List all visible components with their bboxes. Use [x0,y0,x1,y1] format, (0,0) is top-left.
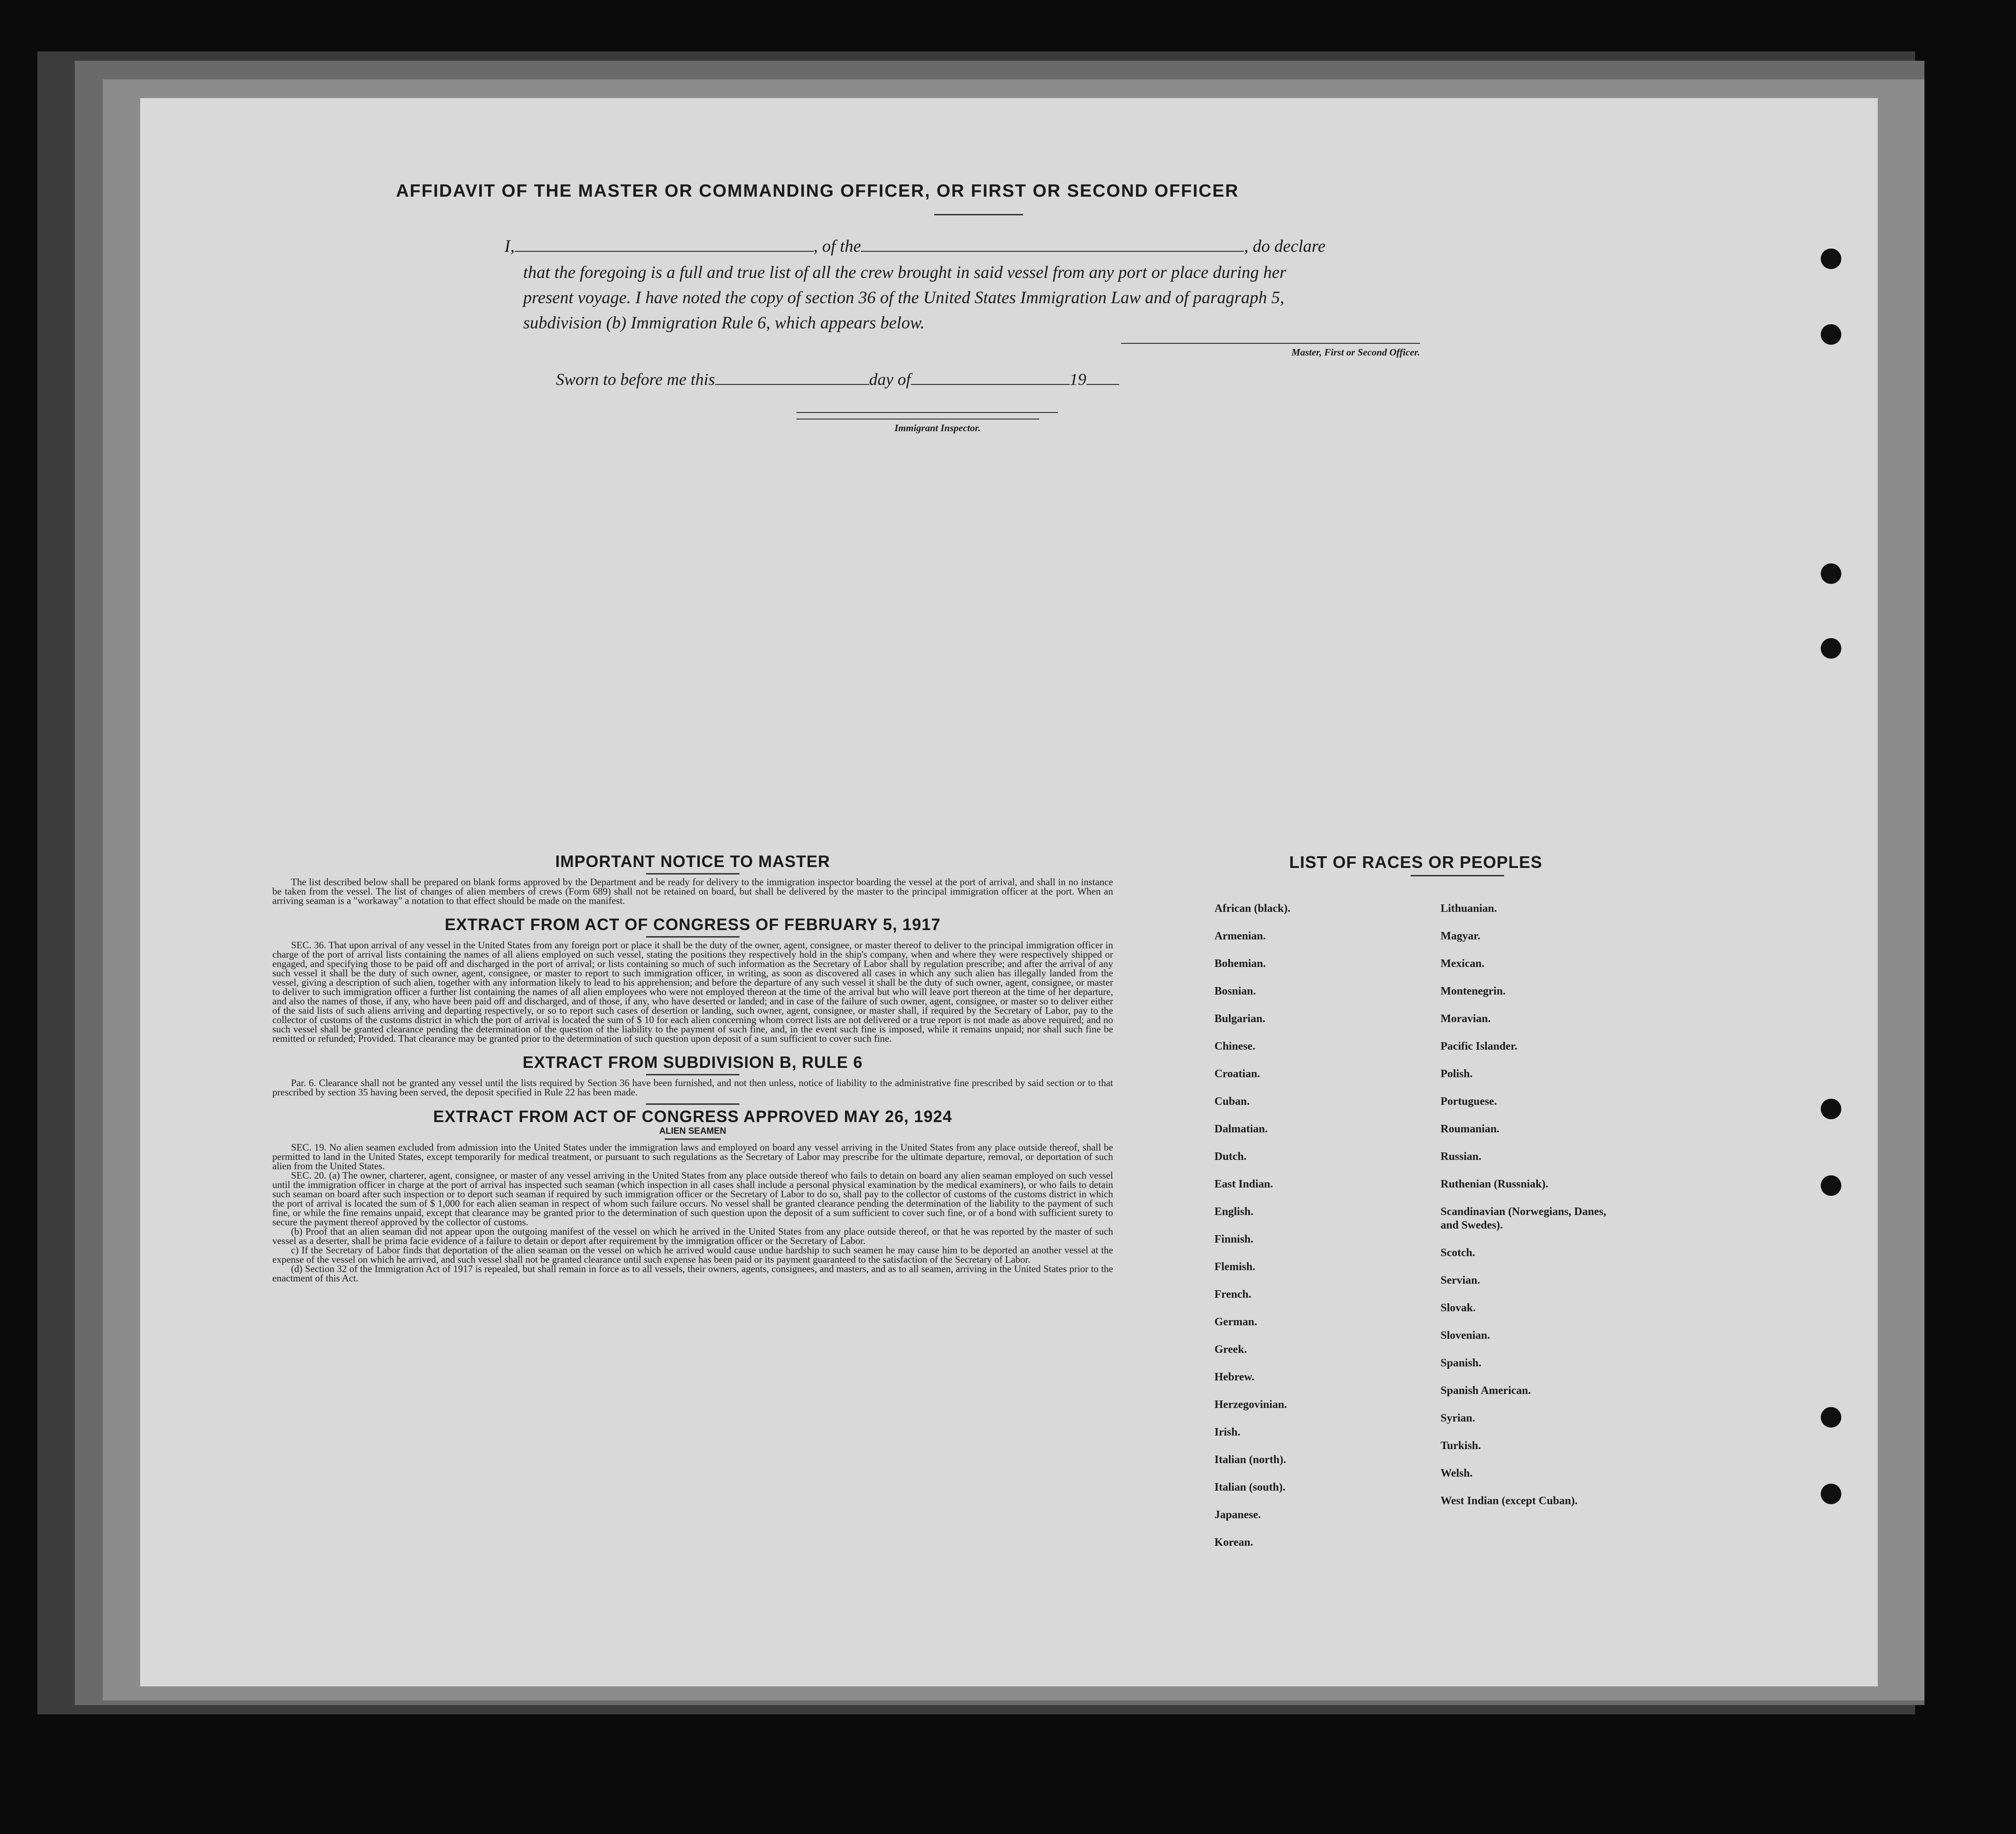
section-rule [665,1138,721,1140]
race-item: Lithuanian. [1441,903,1497,915]
race-item: Slovenian. [1441,1329,1491,1342]
race-item: Croatian. [1214,1068,1260,1080]
race-item: Armenian. [1214,930,1266,942]
extract-rule6-title: EXTRACT FROM SUBDIVISION B, RULE 6 [522,1053,863,1072]
race-item: Montenegrin. [1441,985,1506,997]
race-item: Chinese. [1214,1040,1256,1052]
section-rule [646,873,739,874]
inspector-label: Immigrant Inspector. [894,422,981,434]
race-item: Portuguese. [1441,1095,1497,1108]
sworn-day-of: day of [869,370,911,389]
notice-body: The list described below shall be prepared on blank forms approved by the Department and be ready for delivery to the immigration inspector boarding the vessel at the port of arrival, and shall in no instance be taken from the vessel. The list of changes of alien members of crews (Form 689) shall not be retained on board, but shall be delivered by the master to the principal immigration officer at the port. When an arriving seaman is a "workaway" a notation to that effect should be made on the manifest. [272,876,1113,906]
race-item: Pacific Islander. [1441,1040,1518,1052]
section-rule [646,936,739,938]
race-item: Welsh. [1441,1467,1473,1479]
race-item: African (black). [1214,903,1291,915]
race-item: Spanish American. [1441,1385,1531,1397]
race-item: Dalmatian. [1214,1123,1268,1135]
extract-1924-title: EXTRACT FROM ACT OF CONGRESS APPROVED MAY 26, 1924 [433,1108,952,1126]
race-item: French. [1214,1288,1251,1301]
race-item: Bulgarian. [1214,1013,1265,1025]
race-item: Herzegovinian. [1214,1399,1287,1411]
year-blank [1086,369,1119,385]
affidavit-line-1 [504,234,1523,260]
vessel-blank [861,235,1244,252]
race-item: Italian (north). [1214,1454,1286,1466]
race-item: Roumanian. [1441,1123,1500,1135]
race-item: Flemish. [1214,1261,1256,1273]
race-item: Japanese. [1214,1509,1261,1521]
punch-hole [1821,1407,1841,1428]
punch-hole [1821,563,1841,584]
punch-hole [1821,249,1841,269]
race-item: Russian. [1441,1151,1482,1163]
signature-label: Master, First or Second Officer. [1292,347,1420,358]
affidavit-declare: , do declare [1244,237,1326,256]
sec20c-body: c) If the Secretary of Labor finds that deportation of the alien seaman on the vessel on which he arrived would cause undue hardship to such seamen he may cause him to be deported an another vessel at the expense of the vessel on which he arrived, and such vessel shall not be granted clearance until such expense has been paid or its payment guaranteed to the satisfaction of the Secretary of Labor. [272,1244,1113,1265]
race-item: Finnish. [1214,1233,1254,1245]
inspector-label-block [796,419,1039,434]
punch-hole [1821,638,1841,659]
extract-1917-title: EXTRACT FROM ACT OF CONGRESS OF FEBRUARY 5, 1917 [445,916,941,934]
race-item: Polish. [1441,1068,1473,1080]
punch-hole [1821,324,1841,345]
sworn-year: 19 [1069,370,1086,389]
race-item: Syrian. [1441,1412,1476,1424]
punch-hole [1821,1175,1841,1196]
race-item: Italian (south). [1214,1481,1286,1493]
affidavit-line-3: present voyage. I have noted the copy of section 36 of the United States Immigration Law and of paragraph 5, [523,288,1285,307]
race-item: Greek. [1214,1344,1247,1356]
sec20a-body: SEC. 20. (a) The owner, charterer, agent, consignee, or master of any vessel arriving in the United States from any place outside thereof who fails to detain on board any alien seaman employed on such vessel until the immigration officer in charge at the port of arrival has inspected such seaman (which inspection in all cases shall include a personal physical examination by the medical examiners), or who fails to detain such seaman on board after such inspection or to deport such seaman if required by such immigration officer or the Secretary of Labor to do so, shall pay to the collector of customs of the customs district in which the port of arrival is located the sum of $ 1,000 for each alien seaman in respect of whom such failure occurs. No vessel shall be granted clearance pending the determination of the liability to the payment of such fine, or while the fine remains unpaid, except that clearance may be granted prior to the determination of such question upon the deposit of a sum sufficient to cover such fine, or of a bond with sufficient surety to secure the payment thereof approved by the collector of customs. [272,1170,1113,1228]
race-item: Korean. [1214,1536,1253,1549]
affidavit-title: AFFIDAVIT OF THE MASTER OR COMMANDING OFFICER, OR FIRST OR SECOND OFFICER [396,181,1239,201]
race-item: Cuban. [1214,1095,1250,1108]
sworn-before: Sworn to before me this [556,370,715,389]
title-rule [934,214,1023,215]
races-title-rule [1411,875,1504,876]
race-item: Bohemian. [1214,958,1266,970]
manifest-page [140,98,1878,1686]
signature-line [1121,343,1420,344]
race-item: Turkish. [1441,1440,1481,1452]
race-item: Moravian. [1441,1013,1491,1025]
month-blank [911,369,1070,385]
sec20b-body: (b) Proof that an alien seaman did not appear upon the outgoing manifest of the vessel on which he arrived in the United States from any place outside thereof, or that he was reported by the master of such vessel as a deserter, shall be prima facie evidence of a failure to detain or deport after requirement by the immigration officer or the Secretary of Labor. [272,1226,1113,1246]
punch-hole [1821,1099,1841,1119]
race-item: Spanish. [1441,1357,1482,1369]
notice-title: IMPORTANT NOTICE TO MASTER [555,853,831,871]
race-item: Irish. [1214,1426,1241,1438]
affidavit-i: I, [504,237,515,256]
race-item: Servian. [1441,1274,1480,1287]
race-item: Ruthenian (Russniak). [1441,1178,1548,1190]
sec19-body: SEC. 19. No alien seamen excluded from admission into the United States under the immigration laws and employed on board any vessel arriving in the United States from any place outside thereof, shall be permitted to land in the United States, except temporarily for medical treatment, or pursuant to such regulations as the Secretary of Labor may prescribe for the ultimate departure, removal, or deportation of such alien from the United States. [272,1142,1113,1172]
punch-hole [1821,1484,1841,1504]
race-item: Magyar. [1441,930,1481,942]
affidavit-line-4: subdivision (b) Immigration Rule 6, which appears below. [523,313,925,333]
sec20d-body: (d) Section 32 of the Immigration Act of 1917 is repealed, but shall remain in force as to all vessels, their owners, agents, consignees, and masters, and as to all seamen, arriving in the United States prior to the enactment of this Act. [272,1263,1113,1284]
race-item: East Indian. [1214,1178,1273,1190]
notice-column [272,853,1113,1283]
races-title: LIST OF RACES OR PEOPLES [1289,853,1543,872]
race-item: Slovak. [1441,1302,1476,1314]
race-item: Hebrew. [1214,1371,1255,1383]
races-right-column [1441,902,1665,1522]
race-item: West Indian (except Cuban). [1441,1495,1578,1507]
inspector-line [796,412,1058,413]
race-item: Scandinavian (Norwegians, Danes, and Swedes). [1441,1206,1606,1231]
extract-rule6-body: Par. 6. Clearance shall not be granted any vessel until the lists required by Section 36 have been furnished, and not then unless, notice of liability to the administrative fine prescribed by said section or to that prescribed by section 35 having been served, the deposit specified in Rule 22 has been made. [272,1077,1113,1098]
race-item: German. [1214,1316,1257,1328]
day-blank [715,369,869,385]
extract-1917-body: SEC. 36. That upon arrival of any vessel in the United States from any foreign port or place it shall be the duty of the owner, agent, consignee, or master thereof to deliver to the principal immigration officer in charge of the port of arrival lists containing the names of all aliens employed on such vessel, stating the positions they respectively hold in the ship's company, when and where they were respectively shipped or engaged, and specifying those to be paid off and discharged in the port of arrival; or lists containing so much of such information as the Secretary of Labor shall by regulation prescribe; and after the arrival of any such vessel it shall be the duty of such owner, agent, consignee, or master to report to such immigration officer, in writing, as soon as discovered all cases in which any such alien has illegally landed from the vessel, giving a description of such alien, together with any information likely to lead to his apprehension; and before the departure of any such vessel it shall be the duty of such owner, agent, consignee, or master to deliver to such immigration officer a further list containing the names of all alien employees who were not employed thereon at the time of the arrival but who will leave port thereon at the time of her departure, and also the names of those, if any, who have been paid off and discharged, and of those, if any, who have deserted or landed; and in case of the failure of such owner, agent, consignee, or master so to deliver either of the said lists of such aliens arriving and departing respectively, or so to report such cases of desertion or landing, such owner, agent, consignee, or master shall, if required by the Secretary of Labor, pay to the collector of customs of the customs district in which the port of arrival is located the sum of $ 10 for each alien concerning whom correct lists are not delivered or a true report is not made as above required; and no such vessel shall be granted clearance pending the determination of the question of the liability to the payment of such fine, and, in the event such fine is imposed, while it remains unpaid; nor shall such fine be remitted or refunded; Provided. That clearance may be granted prior to the determination of such question upon deposit of a sum sufficient to cover such fine. [272,939,1113,1044]
races-left-column [1214,902,1439,1564]
affidavit-of-the: , of the [813,237,861,256]
race-item: Bosnian. [1214,985,1256,997]
race-item: Mexican. [1441,958,1484,970]
races-list [1214,853,1775,1549]
race-item: Dutch. [1214,1151,1247,1163]
section-rule [646,1074,739,1075]
race-item: English. [1214,1206,1254,1218]
extract-1924-subtitle: ALIEN SEAMEN [659,1126,726,1136]
sworn-statement [556,369,1119,389]
name-blank [515,235,814,252]
affidavit-line-2: that the foregoing is a full and true list of all the crew brought in said vessel from any port or place during her [523,263,1286,282]
section-rule [646,1103,739,1105]
race-item: Scotch. [1441,1247,1475,1259]
